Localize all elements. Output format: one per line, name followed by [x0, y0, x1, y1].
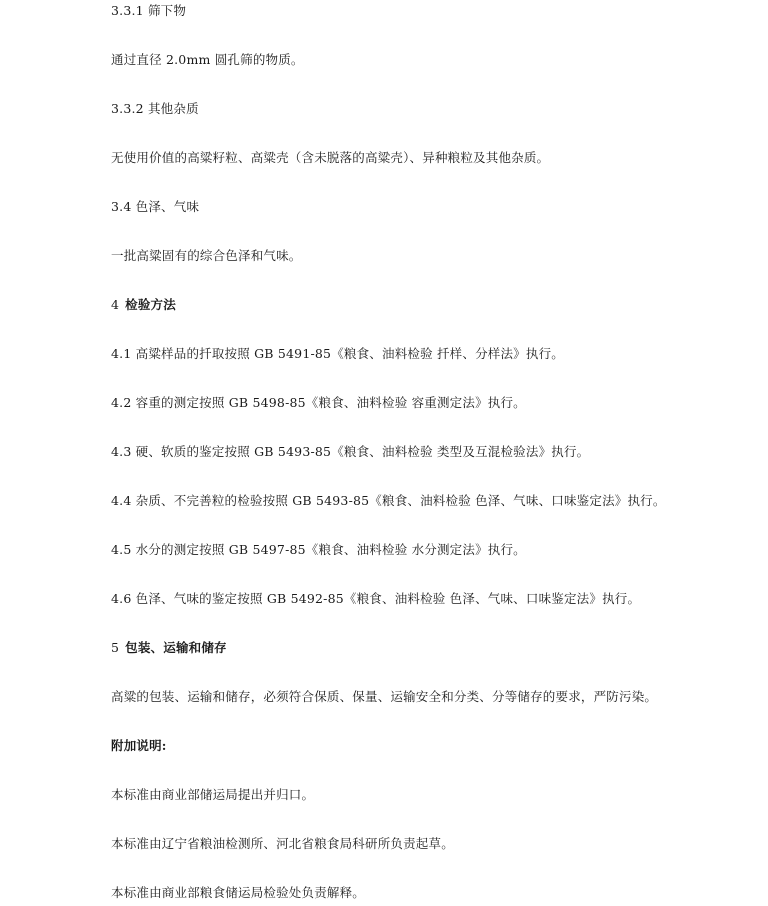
section-4-3: 4.3 硬、软质的鉴定按照 GB 5493-85《粮食、油料检验 类型及互混检验法》执行。 [111, 444, 590, 459]
appendix-title: 附加说明: [111, 738, 167, 753]
section-4-5: 4.5 水分的测定按照 GB 5497-85《粮食、油料检验 水分测定法》执行。 [111, 542, 526, 557]
section-4-heading [111, 296, 176, 314]
section-5-heading [111, 639, 227, 657]
section-4-title: 检验方法 [125, 297, 176, 312]
section-3-3-1-title: 3.3.1 筛下物 [111, 3, 187, 18]
section-3-3-1-body: 通过直径 2.0mm 圆孔筛的物质。 [111, 52, 304, 67]
section-4-6: 4.6 色泽、气味的鉴定按照 GB 5492-85《粮食、油料检验 色泽、气味、口味鉴定法》执行。 [111, 591, 641, 606]
section-3-4-body: 一批高粱固有的综合色泽和气味。 [111, 248, 302, 263]
section-3-4-title: 3.4 色泽、气味 [111, 199, 200, 214]
appendix-line-1: 本标准由商业部储运局提出并归口。 [111, 787, 315, 802]
section-4-number: 4 [111, 297, 120, 312]
section-5-number: 5 [111, 640, 120, 655]
section-4-1: 4.1 高粱样品的扦取按照 GB 5491-85《粮食、油料检验 扦样、分样法》执行。 [111, 346, 564, 361]
section-4-2: 4.2 容重的测定按照 GB 5498-85《粮食、油料检验 容重测定法》执行。 [111, 395, 526, 410]
appendix-line-2: 本标准由辽宁省粮油检测所、河北省粮食局科研所负责起草。 [111, 836, 454, 851]
section-5-body: 高粱的包装、运输和储存，必须符合保质、保量、运输安全和分类、分等储存的要求，严防污染。 [111, 689, 658, 704]
section-3-3-2-body: 无使用价值的高粱籽粒、高粱壳（含未脱落的高粱壳）、异种粮粒及其他杂质。 [111, 150, 550, 165]
section-5-title: 包装、运输和储存 [125, 640, 227, 655]
section-4-4: 4.4 杂质、不完善粒的检验按照 GB 5493-85《粮食、油料检验 色泽、气味、口味鉴定法》执行。 [111, 493, 666, 508]
appendix-line-3: 本标准由商业部粮食储运局检验处负责解释。 [111, 885, 366, 900]
section-3-3-2-title: 3.3.2 其他杂质 [111, 101, 199, 116]
